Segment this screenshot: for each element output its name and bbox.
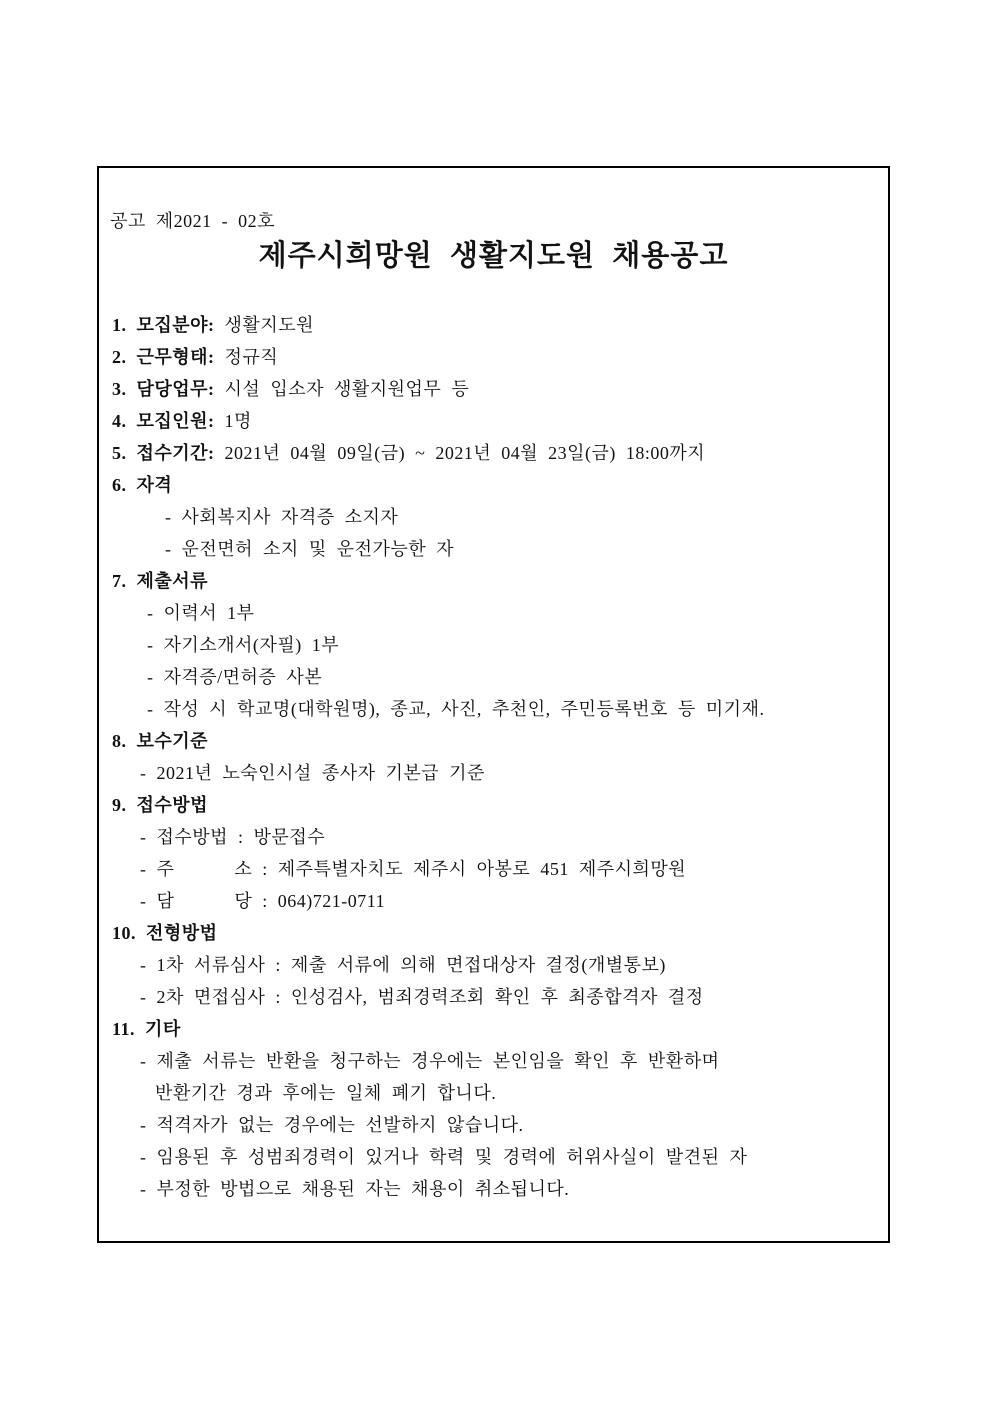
item-10-sub-2: - 2차 면접심사 : 인성검사, 범죄경력조회 확인 후 최종합격자 결정 bbox=[140, 987, 704, 1007]
item-11-sub-1-continuation: 반환기간 경과 후에는 일체 폐기 합니다. bbox=[155, 1083, 497, 1103]
item-9-sub-1-method: - 접수방법 : 방문접수 bbox=[140, 827, 326, 847]
item-11-sub-2: - 적격자가 없는 경우에는 선발하지 않습니다. bbox=[140, 1115, 524, 1135]
item-5-application-period: 5. 접수기간: 2021년 04월 09일(금) ~ 2021년 04월 23일(금) 18:00까지 bbox=[112, 443, 706, 463]
item-7-sub-4: - 작성 시 학교명(대학원명), 종교, 사진, 추천인, 주민등록번호 등 미기재. bbox=[147, 699, 765, 719]
item-7-documents-heading: 7. 제출서류 bbox=[112, 571, 209, 591]
item-8-pay-heading: 8. 보수기준 bbox=[112, 731, 209, 751]
item-10-selection-heading: 10. 전형방법 bbox=[112, 923, 218, 943]
item-1-recruit-field: 1. 모집분야: 생활지도원 bbox=[112, 315, 314, 335]
item-2-employment-type: 2. 근무형태: 정규직 bbox=[112, 347, 279, 367]
item-9-sub-2-address: - 주 소 : 제주특별자치도 제주시 아봉로 451 제주시희망원 bbox=[140, 859, 687, 879]
item-11-sub-1: - 제출 서류는 반환을 청구하는 경우에는 본인임을 확인 후 반환하며 bbox=[140, 1051, 720, 1071]
item-6-qualifications-heading: 6. 자격 bbox=[112, 475, 173, 495]
document-title: 제주시희망원 생활지도원 채용공고 bbox=[258, 240, 729, 272]
item-10-sub-1: - 1차 서류심사 : 제출 서류에 의해 면접대상자 결정(개별통보) bbox=[140, 955, 666, 975]
item-3-duties: 3. 담당업무: 시설 입소자 생활지원업무 등 bbox=[112, 379, 470, 399]
item-6-sub-2: - 운전면허 소지 및 운전가능한 자 bbox=[165, 539, 455, 559]
item-11-sub-4: - 부정한 방법으로 채용된 자는 채용이 취소됩니다. bbox=[140, 1179, 570, 1199]
item-9-sub-3-contact: - 담 당 : 064)721-0711 bbox=[140, 891, 386, 911]
item-7-sub-2: - 자기소개서(자필) 1부 bbox=[147, 635, 340, 655]
item-11-etc-heading: 11. 기타 bbox=[112, 1019, 181, 1039]
item-4-headcount: 4. 모집인원: 1명 bbox=[112, 411, 252, 431]
document-page-border bbox=[97, 166, 890, 1243]
document-body bbox=[99, 309, 888, 1205]
item-7-sub-1: - 이력서 1부 bbox=[147, 603, 255, 623]
item-9-apply-method-heading: 9. 접수방법 bbox=[112, 795, 209, 815]
item-11-sub-3: - 임용된 후 성범죄경력이 있거나 학력 및 경력에 허위사실이 발견된 자 bbox=[140, 1147, 748, 1167]
item-7-sub-3: - 자격증/면허증 사본 bbox=[147, 667, 323, 687]
item-6-sub-1: - 사회복지사 자격증 소지자 bbox=[165, 507, 399, 527]
item-8-sub-1: - 2021년 노숙인시설 종사자 기본급 기준 bbox=[140, 763, 485, 783]
notice-number: 공고 제2021 - 02호 bbox=[110, 211, 276, 231]
